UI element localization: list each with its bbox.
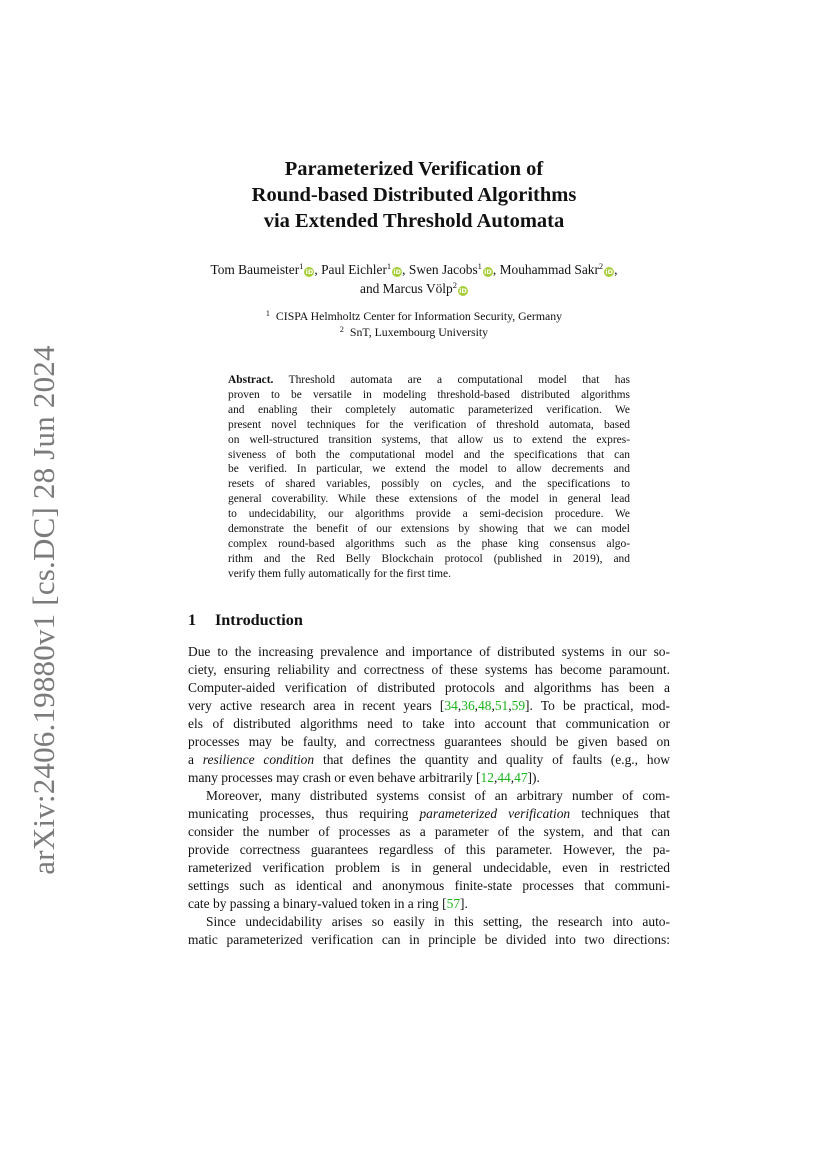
affiliation-line [0, 308, 828, 324]
author-name: , Swen Jacobs [402, 262, 478, 277]
paper-title [0, 156, 828, 234]
author-affil-mark: 1 [299, 261, 304, 271]
orcid-icon[interactable]: iD [605, 268, 613, 276]
title-line: via Extended Threshold Automata [263, 210, 565, 232]
body-line: rameterized verification problem is in general undecidable, even in restricted [188, 860, 670, 875]
body-line: a resilience condition that defines the quantity and quality of faults (e.g., how [188, 752, 670, 767]
author-line [0, 279, 828, 298]
body-line: many processes may crash or even behave arbitrarily [12,44,47]). [188, 770, 540, 785]
citation-link[interactable]: 48 [478, 698, 492, 713]
citation-link[interactable]: 12 [480, 770, 494, 785]
author-list [0, 260, 828, 298]
section-heading [188, 611, 303, 630]
body-line: els of distributed algorithms need to take into account that communication or [188, 716, 670, 731]
abstract-line: proven to be versatile in modeling threshold-based distributed algorithms [228, 388, 630, 401]
author-name: , Paul Eichler [314, 262, 387, 277]
abstract-line: resets of shared variables, possibly on cycles, and the specifications to [228, 478, 630, 491]
body-line: municating processes, thus requiring parameterized verification techniques that [188, 806, 670, 821]
emphasis-term: resilience condition [202, 752, 315, 767]
body-line: Since undecidability arises so easily in this setting, the research into auto- [206, 914, 670, 929]
body-line: Computer-aided verification of distributed protocols and algorithms has been a [188, 680, 670, 695]
citation-link[interactable]: 47 [514, 770, 528, 785]
abstract-label: Abstract. [228, 374, 274, 386]
body-line: ciety, ensuring reliability and correctness of these systems has become paramount. [188, 662, 670, 677]
affiliations [0, 308, 828, 340]
citation-link[interactable]: 57 [446, 896, 461, 911]
arxiv-identifier-stamp [12, 345, 76, 875]
affiliation-number: 2 [339, 325, 344, 334]
author-line [0, 260, 828, 279]
citation-link[interactable]: 34 [444, 698, 458, 713]
abstract-line: present novel techniques for the verification of threshold automata, based [228, 418, 630, 431]
introduction-body [188, 643, 670, 949]
author-affil-mark: 1 [386, 261, 392, 271]
body-line: Due to the increasing prevalence and importance of distributed systems in our so- [188, 644, 670, 659]
affiliation-number: 1 [265, 309, 270, 318]
title-line: Parameterized Verification of [284, 158, 544, 180]
abstract-line: and enabling their completely automatic parameterized verification. We [228, 403, 630, 416]
body-line: Moreover, many distributed systems consist of an arbitrary number of com- [206, 788, 670, 803]
abstract [228, 373, 630, 582]
abstract-line: complex round-based algorithms such as the phase king consensus algo- [228, 537, 630, 550]
body-line: consider the number of processes as a parameter of the system, and that can [188, 824, 670, 839]
abstract-line: be verified. In particular, we extend the model to allow decrements and [228, 463, 630, 476]
section-number: 1 [188, 611, 197, 629]
orcid-icon[interactable]: iD [305, 268, 314, 276]
abstract-line: rithm and the Red Belly Blockchain protocol (published in 2019), and [228, 552, 630, 565]
arxiv-identifier-text: arXiv:2406.19880v1 [cs.DC] 28 Jun 2024 [26, 345, 61, 875]
affiliation-text: SnT, Luxembourg University [349, 325, 489, 339]
author-affil-mark: 1 [477, 261, 482, 271]
orcid-icon[interactable]: iD [393, 268, 401, 276]
author-name: , Mouhammad Sakr [492, 262, 599, 277]
author-affil-mark: 2 [452, 280, 457, 290]
body-line: provide correctness guarantees regardless of this parameter. However, the pa- [188, 842, 670, 857]
affiliation-text: CISPA Helmholtz Center for Information Security, Germany [275, 309, 563, 323]
abstract-line: on well-structured transition systems, that allow us to extend the expres- [228, 433, 630, 446]
abstract-line: general coverability. While these extensions of the model in general lead [228, 493, 630, 506]
body-line: settings such as identical and anonymous finite-state processes that communi- [188, 878, 670, 893]
author-separator: , [614, 262, 618, 277]
body-line: very active research area in recent years [34,36,48,51,59]. To be practical, mod- [188, 698, 670, 713]
body-line: cate by passing a binary-valued token in a ring [57]. [188, 896, 468, 911]
orcid-icon[interactable]: iD [484, 268, 492, 276]
citation-link[interactable]: 59 [511, 698, 526, 713]
author-affil-mark: 2 [598, 261, 604, 271]
author-name: and Marcus Völp [360, 281, 453, 296]
affiliation-line [0, 324, 828, 340]
abstract-line: verify them fully automatically for the first time. [228, 567, 451, 580]
orcid-icon[interactable]: iD [459, 287, 467, 295]
abstract-line: siveness of both the computational model and the specifications that can [228, 448, 630, 461]
body-line: processes may be faulty, and correctness guarantees should be given based on [188, 734, 670, 749]
citation-link[interactable]: 51 [494, 698, 509, 713]
citation-link[interactable]: 36 [461, 698, 475, 713]
abstract-line: to undecidability, our algorithms provide a semi-decision procedure. We [228, 508, 630, 521]
abstract-line: demonstrate the benefit of our extensions by showing that we can model [228, 523, 630, 536]
abstract-line: Abstract. Threshold automata are a computational model that has [228, 374, 630, 386]
section-title: Introduction [215, 611, 303, 629]
citation-link[interactable]: 44 [497, 770, 511, 785]
title-line: Round-based Distributed Algorithms [251, 184, 577, 206]
body-line: matic parameterized verification can in principle be divided into two directions: [188, 932, 670, 947]
author-name: Tom Baumeister [210, 262, 300, 277]
emphasis-term: parameterized verification [419, 806, 571, 821]
